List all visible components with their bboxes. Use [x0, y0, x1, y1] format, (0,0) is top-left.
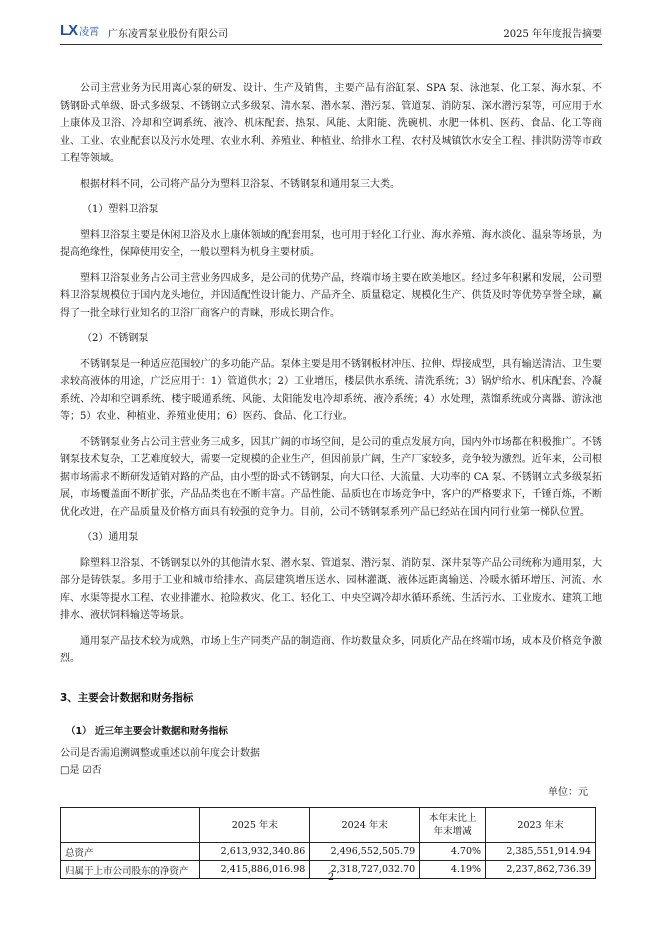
- row-label: 归属于上市公司股东的净资产: [61, 861, 200, 879]
- section-title: 3、主要会计数据和财务指标: [60, 691, 194, 704]
- row-label: 总资产: [61, 843, 200, 861]
- subheading-stainless-pump: （2）不锈钢泵: [82, 333, 149, 344]
- subheading-plastic-pump: （1）塑料卫浴泵: [82, 204, 159, 215]
- paragraph-general-pump-use: 除塑料卫浴泵、不锈钢泵以外的其他清水泵、潜水泵、管道泵、潜污泵、消防泵、深井泵等产品公司统称为通用泵，大部分是铸铁泵。多用于工业和城市给排水、高层建筑增压送水、园林灌溉、液体远距离输送、冷暖水循环增压、河流、水库、水渠等提水工程、农业排灌水、抢险救灾、化工、轻化工、中央空调冷却水循环系统、生活污水、工业废水、建筑工地排水、液状饲料输送等场景。: [60, 557, 602, 621]
- financial-data-table: [60, 807, 596, 879]
- paragraph-product-categories: 根据材料不同，公司将产品分为塑料卫浴泵、不锈钢泵和通用泵三大类。: [80, 178, 400, 190]
- page-header: [60, 20, 602, 45]
- retro-adjust-question: 公司是否需追溯调整或重述以前年度会计数据: [60, 747, 260, 759]
- table-header-row: [61, 808, 596, 843]
- paragraph-plastic-pump-business: 塑料卫浴泵业务占公司主营业务四成多，是公司的优势产品，终端市场主要在欧美地区。经过多年积累和发展，公司塑料卫浴泵规模位于国内龙头地位，并因适配性设计能力、产品齐全、质量稳定、规模化生产、供货及时等优势享誉全球，赢得了一批全球行业知名的卫浴厂商客户的青睐，形成长期合作。: [60, 272, 602, 319]
- subheading-general-pump: （3）通用泵: [82, 532, 139, 543]
- paragraph-plastic-pump-use: 塑料卫浴泵主要是休闲卫浴及水上康体领域的配套用泵，也可用于轻化工行业、海水养殖、海水淡化、温泉等场景，为提高绝缘性，保障使用安全，一般以塑料为机身主要材质。: [60, 229, 602, 258]
- table-cell: 2,613,932,340.86: [200, 843, 310, 861]
- section-subtitle: （1） 近三年主要会计数据和财务指标: [66, 725, 228, 737]
- report-title: 2025 年年度报告摘要: [503, 29, 602, 40]
- paragraph-stainless-pump-business: 不锈钢泵业务占公司主营业务三成多，因其广阔的市场空间，是公司的重点发展方向，国内外市场都在积极推广。不锈钢泵技术复杂，工艺难度较大，需要一定规模的企业生产，但因前景广阔，生产厂家较多，竞争较为激烈。近年来，公司根据市场需求不断研发适销对路的产品，由小型的卧式不锈钢泵，向大口径、大流量、大功率的 CA 泵、不锈钢立式多级泵拓展，市场覆盖面不断扩张，产品品类也在不断丰富。产品性能、品质也在市场竞争中，客户的严格要求下，千锤百炼，不断优化改进，在产品质量及价格方面具有较强的竞争力。目前，公司不锈钢泵系列产品已经站在国内同行业第一梯队位置。: [60, 436, 602, 518]
- table-cell: 2,496,552,505.79: [310, 843, 420, 861]
- table-cell: 2,415,886,016.98: [200, 861, 310, 879]
- paragraph-general-pump-market: 通用泵产品技术较为成熟，市场上生产同类产品的制造商、作坊数量众多，同质化产品在终端市场，成本及价格竞争激烈。: [60, 635, 602, 664]
- logo-mark: LX: [60, 22, 78, 39]
- table-header-cell: 本年末比上年末增减: [420, 808, 486, 843]
- retro-adjust-answer: □是 ☑否: [60, 765, 102, 776]
- logo-text: 凌霄: [79, 27, 100, 38]
- table-cell: 2,385,551,914.94: [486, 843, 596, 861]
- table-cell: 2,237,862,736.39: [486, 861, 596, 879]
- table-header-cell: [61, 808, 200, 843]
- page-number: 2: [327, 872, 335, 883]
- table-header-cell: 2023 年末: [486, 808, 596, 843]
- page-content: [60, 80, 602, 879]
- unit-label: 单位：元: [548, 786, 588, 798]
- table-cell: 4.70%: [420, 843, 486, 861]
- table-cell: 4.19%: [420, 861, 486, 879]
- table-header-cell: 2024 年末: [310, 808, 420, 843]
- table-header-cell: 2025 年末: [200, 808, 310, 843]
- company-logo: [60, 22, 99, 39]
- table-row: [61, 843, 596, 861]
- table-cell: 2,318,727,032.70: [310, 861, 420, 879]
- paragraph-stainless-pump-use: 不锈钢泵是一种适应范围较广的多功能产品。泵体主要是用不锈钢板材冲压、拉伸、焊接成型，具有输送清洁、卫生要求较高液体的用途，广泛应用于：1）管道供水；2）工业增压，楼层供水系统、清洗系统；3）锅炉给水、机床配套、冷凝系统、冷却和空调系统、楼宇暖通系统、风能、太阳能发电冷却系统、液冷系统；4）水处理，蒸馏系统或分离器、游泳池等；5）农业、种植业、养殖业使用；6）医药、食品、化工行业。: [60, 358, 602, 422]
- company-name: 广东凌霄泵业股份有限公司: [108, 29, 228, 40]
- paragraph-main-business: 公司主营业务为民用离心泵的研发、设计、生产及销售，主要产品有浴缸泵、SPA 泵、泳池泵、化工泵、海水泵、不锈钢卧式单级、卧式多级泵、不锈钢立式多级泵、清水泵、潜水泵、潜污泵、管道泵、消防泵、深水潜污泵等，可应用于水上康体及卫浴、冷却和空调系统、液冷、机床配套、热泵、风能、太阳能、洗碗机、水肥一体机、医药、食品、化工等商业、工业、农业配套以及污水处理、农业水利、养殖业、种植业、给排水工程、农村及城镇饮水安全工程、排洪防涝等市政工程等领域。: [60, 83, 602, 164]
